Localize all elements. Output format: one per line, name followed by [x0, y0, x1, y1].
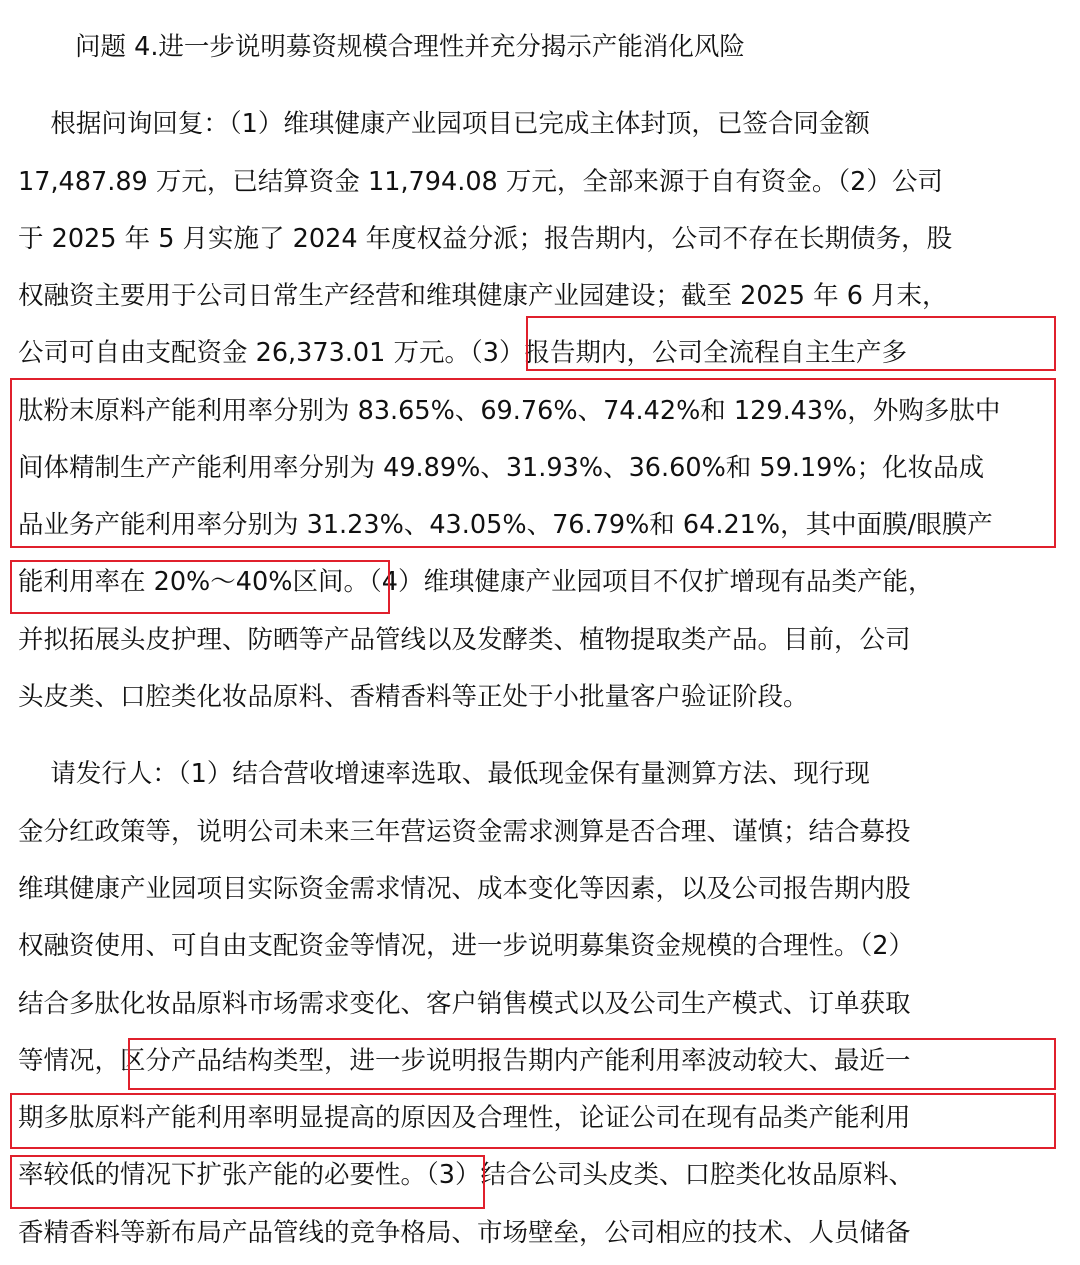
text-segment: 于 2025 年 5 月实施了 2024 年度权益分派；报告期内，公司不存在长期债务，股: [18, 224, 953, 254]
text-line-p1-l5: [18, 333, 1064, 373]
text-line-p1-l4: [18, 276, 1064, 316]
text-segment: （3）报告期内，公司全流程自主生产多: [470, 338, 907, 368]
text-line-p1-l6: [18, 391, 1064, 431]
text-line-heading: [75, 27, 1080, 67]
text-segment: 权融资使用、可自由支配资金等情况，进一步说明募集资金规模的合理性。（2）: [18, 931, 914, 961]
text-line-p2-l3: [18, 869, 1064, 909]
text-segment: 问题 4.进一步说明募资规模合理性并充分揭示产能消化风险: [75, 32, 745, 62]
text-line-p1-l9: [18, 562, 1064, 602]
text-line-p1-l10: [18, 620, 1064, 660]
text-line-p2-l9: [18, 1213, 1064, 1253]
text-segment: 期多肽原料产能利用率明显提高的原因及合理性，论证公司在现有品类产能利用: [18, 1103, 911, 1133]
text-segment: 品业务产能利用率分别为 31.23%、43.05%、76.79%和 64.21%，其中面膜/眼膜产: [18, 510, 993, 540]
text-segment: 间体精制生产产能利用率分别为 49.89%、31.93%、36.60%和 59.19%；化妆品成: [18, 453, 985, 483]
text-line-p1-l3: [18, 219, 1064, 259]
text-segment: 等情况，: [18, 1046, 121, 1076]
text-line-p2-l8: [18, 1155, 1064, 1195]
text-segment: 权融资主要用于公司日常生产经营和维琪健康产业园建设；截至 2025 年 6 月末，: [18, 281, 948, 311]
text-segment: 17,487.89 万元，已结算资金 11,794.08 万元，全部来源于自有资金。（2）公司: [18, 167, 943, 197]
text-segment: （3）结合公司头皮类、口腔类化妆品原料、: [426, 1160, 914, 1190]
text-segment: 结合多肽化妆品原料市场需求变化、客户销售模式以及公司生产模式、订单获取: [18, 989, 911, 1019]
text-segment: 维琪健康产业园项目实际资金需求情况、成本变化等因素，以及公司报告期内股: [18, 874, 911, 904]
text-segment: （4）维琪健康产业园项目不仅扩增现有品类产能，: [368, 567, 934, 597]
text-line-p2-l6: [18, 1041, 1064, 1081]
text-segment: 能利用率在 20%～40%区间。: [18, 567, 369, 597]
text-segment: 请发行人：（1）结合营收增速率选取、最低现金保有量测算方法、现行现: [18, 759, 870, 789]
text-segment: 肽粉末原料产能利用率分别为 83.65%、69.76%、74.42%和 129.43%，外购多肽中: [18, 396, 1001, 426]
text-line-p1-l8: [18, 505, 1064, 545]
text-segment: 头皮类、口腔类化妆品原料、香精香料等正处于小批量客户验证阶段。: [18, 682, 809, 712]
text-line-p2-l5: [18, 984, 1064, 1024]
text-line-p2-l1: [18, 754, 1064, 794]
text-segment: 香精香料等新布局产品管线的竞争格局、市场壁垒，公司相应的技术、人员储备: [18, 1218, 911, 1248]
text-line-p2-l7: [18, 1098, 1064, 1138]
text-line-p1-l1: [18, 104, 1064, 144]
text-segment: 并拟拓展头皮护理、防晒等产品管线以及发酵类、植物提取类产品。目前，公司: [18, 625, 911, 655]
text-line-p1-l7: [18, 448, 1064, 488]
text-segment: 率较低的情况下扩张产能的必要性。: [18, 1160, 427, 1190]
text-segment: 根据问询回复：（1）维琪健康产业园项目已完成主体封顶，已签合同金额: [18, 109, 870, 139]
text-line-p2-l2: [18, 812, 1064, 852]
text-line-p2-l4: [18, 926, 1064, 966]
text-line-p1-l2: [18, 162, 1064, 202]
text-segment: 金分红政策等，说明公司未来三年营运资金需求测算是否合理、谨慎；结合募投: [18, 817, 911, 847]
text-segment: 公司可自由支配资金 26,373.01 万元。: [18, 338, 470, 368]
text-segment: 区分产品结构类型，进一步说明报告期内产能利用率波动较大、最近一: [120, 1046, 911, 1076]
text-line-p1-l11: [18, 677, 1064, 717]
